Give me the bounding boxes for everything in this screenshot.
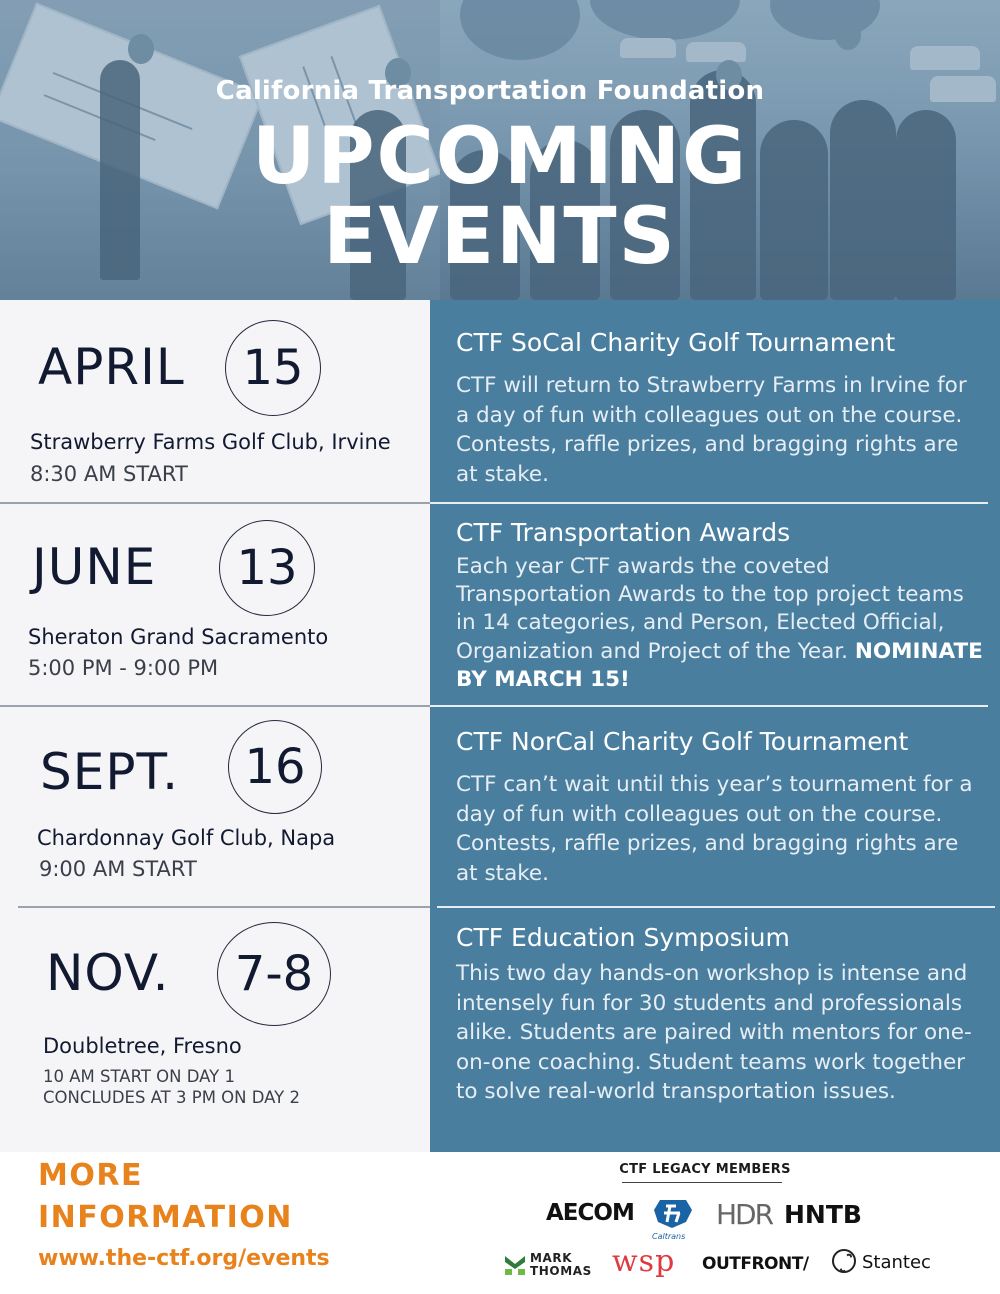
- event-time: 5:00 PM - 9:00 PM: [28, 656, 219, 680]
- aecom-logo: AECOM: [546, 1200, 634, 1226]
- divider: [430, 705, 988, 707]
- divider: [437, 906, 995, 908]
- more-information-heading: MORE: [38, 1158, 143, 1193]
- divider: [0, 502, 430, 504]
- mark-thomas-icon: [504, 1254, 526, 1276]
- more-information-heading: INFORMATION: [38, 1200, 293, 1235]
- event-time: 9:00 AM START: [39, 857, 197, 881]
- event-day-badge: 13: [219, 520, 315, 616]
- page-title-line2: EVENTS: [323, 192, 677, 282]
- stantec-icon: [832, 1249, 856, 1273]
- event-day-badge: 16: [228, 720, 322, 814]
- event-title: CTF Transportation Awards: [456, 518, 791, 547]
- wsp-logo: wsp: [612, 1244, 676, 1279]
- hdr-logo: HDR: [716, 1198, 773, 1231]
- caltrans-wordmark: Caltrans: [652, 1232, 686, 1241]
- divider: [18, 906, 430, 908]
- event-day-badge: 15: [225, 320, 321, 416]
- legacy-members-title: CTF LEGACY MEMBERS: [619, 1162, 791, 1177]
- divider: [622, 1182, 782, 1183]
- divider: [0, 705, 430, 707]
- event-description: Each year CTF awards the coveted Transportation Awards to the top project teams in 14 categories, and Person, Elected Official, Organization and Project of the Year. NOMINATE BY MARCH 15!: [456, 554, 983, 692]
- mark-thomas-logo: MARK THOMAS: [530, 1251, 592, 1278]
- events-link[interactable]: www.the-ctf.org/events: [38, 1246, 330, 1271]
- divider: [430, 502, 988, 504]
- event-month: SEPT.: [40, 743, 179, 801]
- organization-name: California Transportation Foundation: [215, 76, 765, 106]
- nomination-deadline: NOMINATE BY MARCH 15!: [456, 638, 983, 692]
- hntb-logo: HNTB: [784, 1200, 862, 1229]
- event-time-line1: 10 AM START ON DAY 1: [43, 1067, 235, 1086]
- event-title: CTF NorCal Charity Golf Tournament: [456, 727, 909, 756]
- event-venue: Sheraton Grand Sacramento: [28, 625, 329, 649]
- event-venue: Chardonnay Golf Club, Napa: [37, 826, 336, 850]
- event-month: NOV.: [46, 944, 170, 1002]
- event-venue: Strawberry Farms Golf Club, Irvine: [30, 430, 391, 454]
- event-month: JUNE: [32, 538, 157, 596]
- event-time-line2: CONCLUDES AT 3 PM ON DAY 2: [43, 1088, 300, 1107]
- event-title: CTF SoCal Charity Golf Tournament: [456, 328, 896, 357]
- page-title-line1: UPCOMING: [252, 112, 748, 202]
- stantec-logo: Stantec: [862, 1252, 931, 1273]
- event-time: 8:30 AM START: [30, 462, 188, 486]
- event-description: This two day hands-on workshop is intense and intensely fun for 30 students and professionals alike. Students are paired with mentors for one-on-one coaching. Student teams work together to solve real-world transportation issues.: [456, 961, 972, 1104]
- event-month: APRIL: [38, 338, 185, 396]
- outfront-logo: OUTFRONT/: [702, 1254, 809, 1274]
- event-day-badge: 7-8: [217, 922, 331, 1026]
- event-description: CTF can’t wait until this year’s tournament for a day of fun with colleagues out on the course. Contests, raffle prizes, and bragging rights are at stake.: [456, 772, 973, 886]
- event-venue: Doubletree, Fresno: [43, 1034, 242, 1058]
- event-dates-panel: [0, 300, 430, 1152]
- event-title: CTF Education Symposium: [456, 923, 790, 952]
- event-description: CTF will return to Strawberry Farms in Irvine for a day of fun with colleagues out on the course. Contests, raffle prizes, and bragging rights are at stake.: [456, 373, 967, 487]
